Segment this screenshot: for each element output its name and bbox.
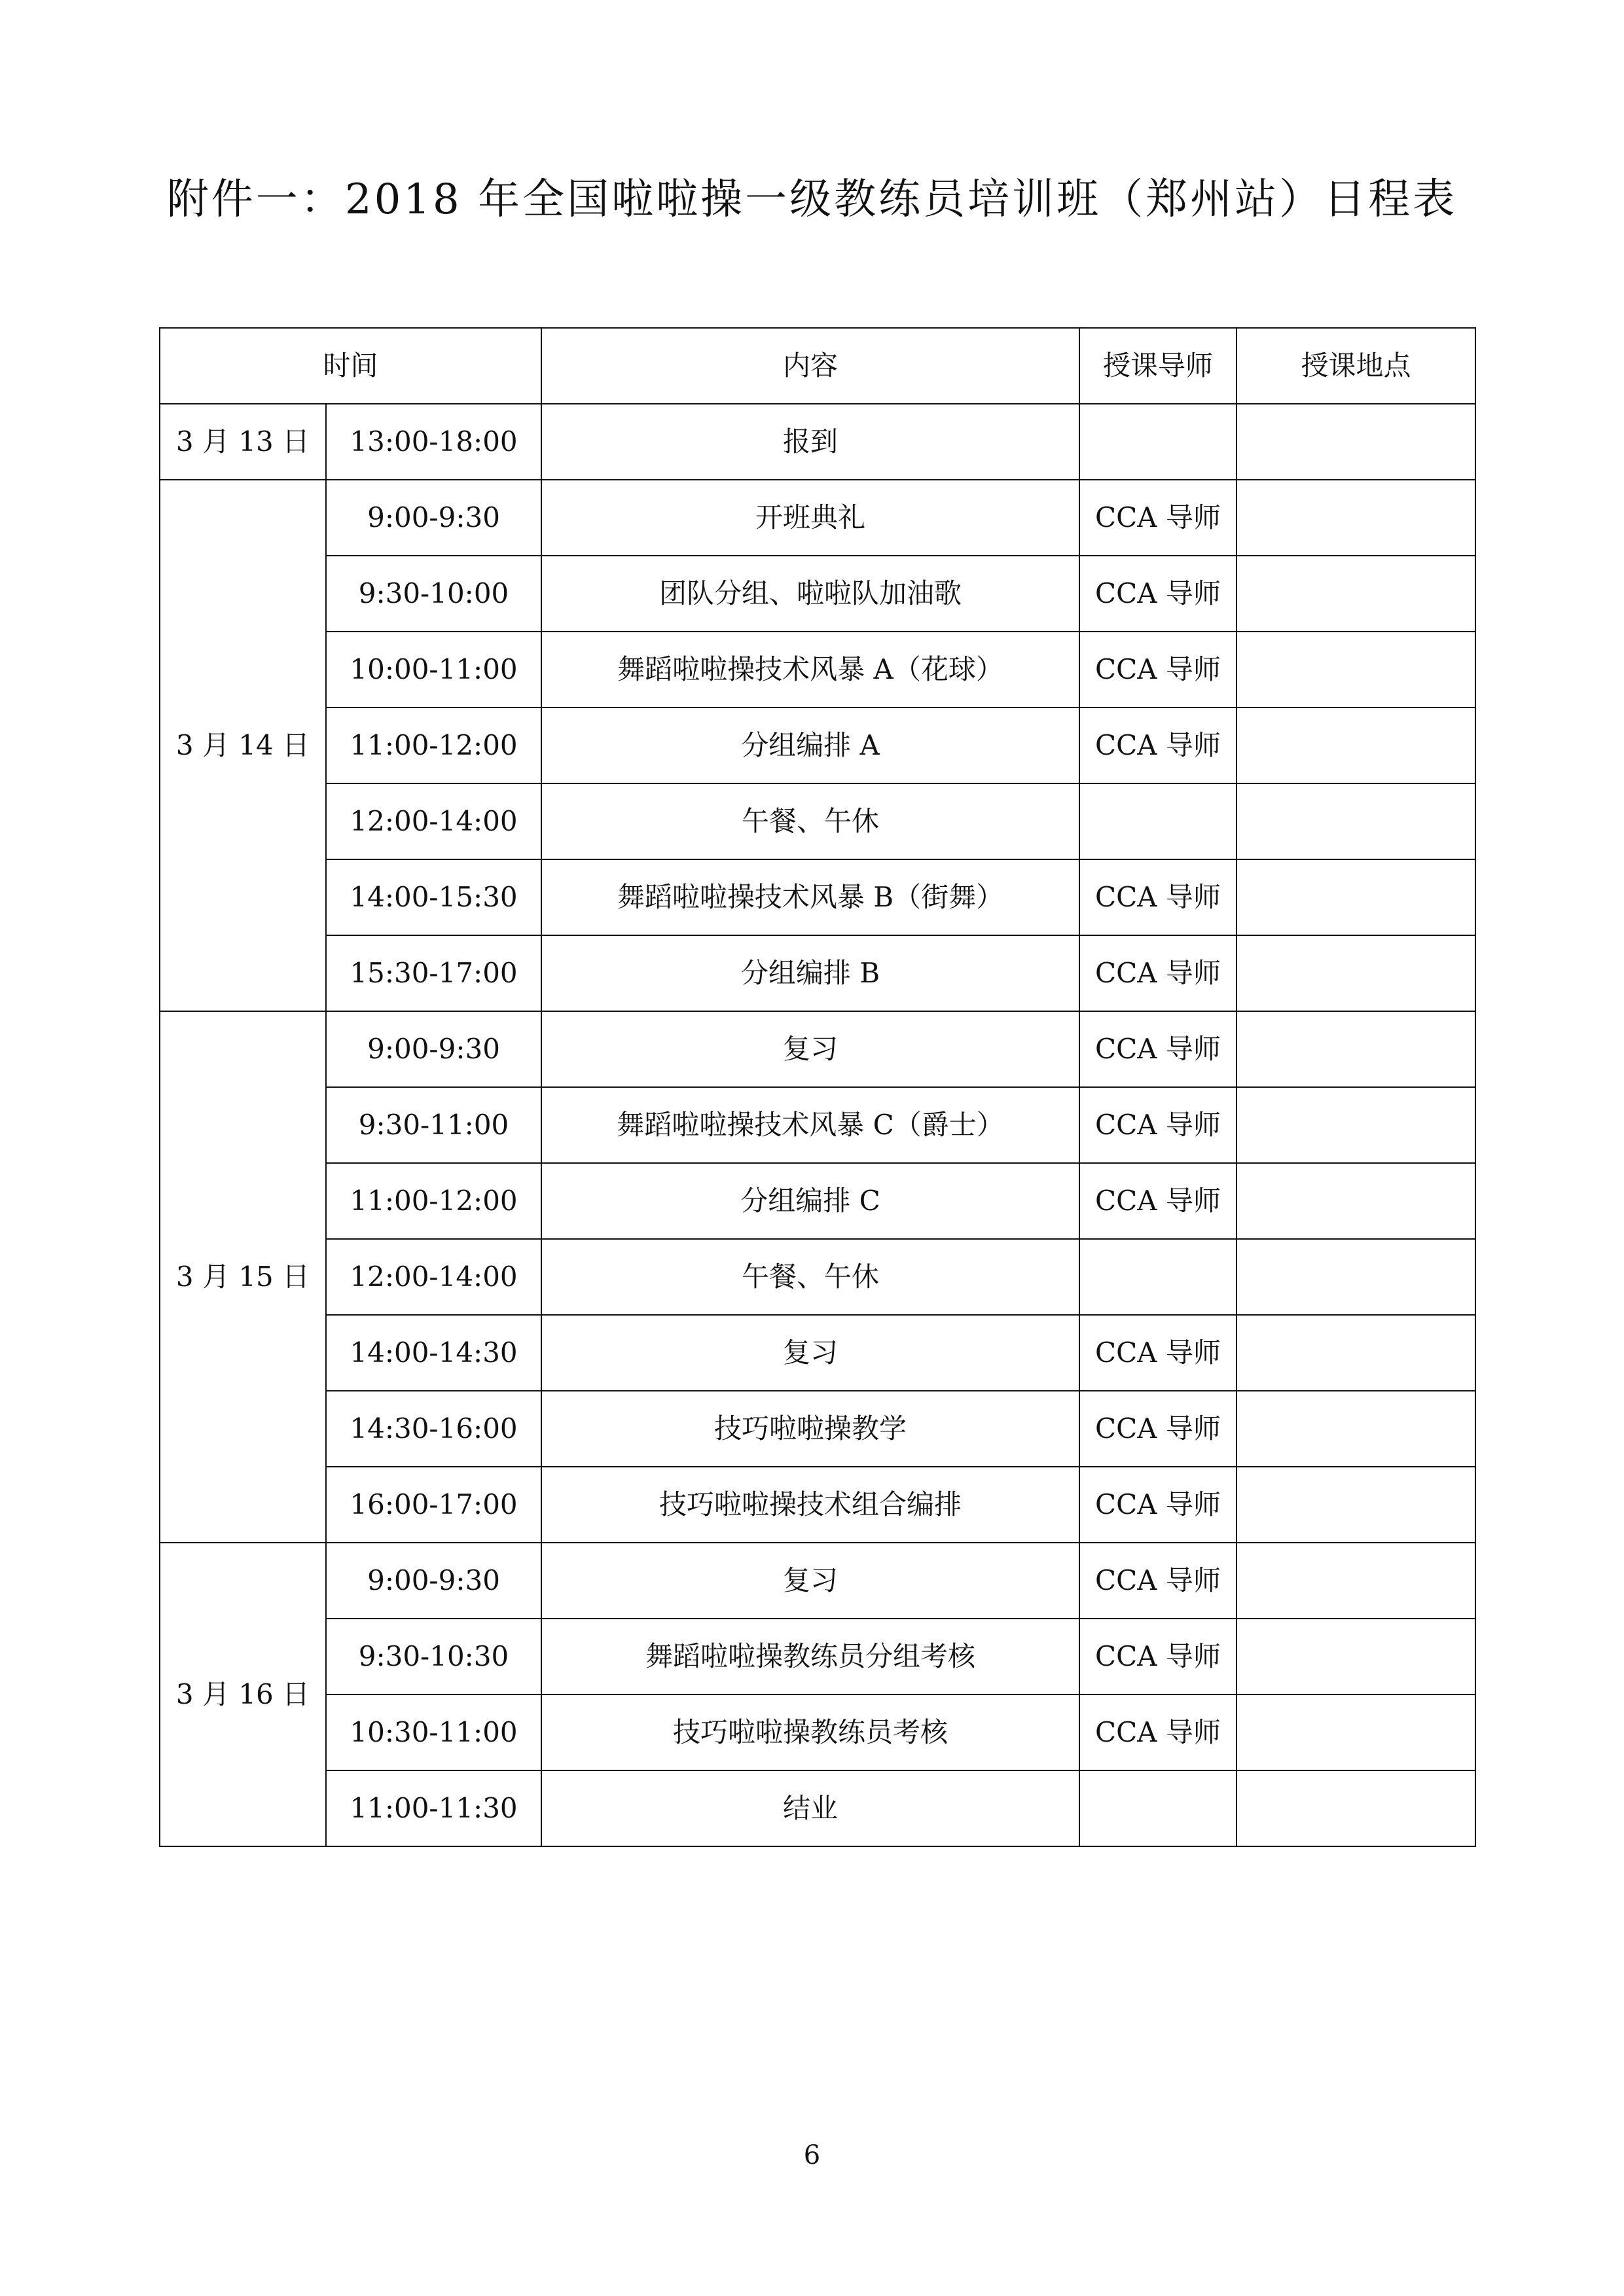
content-cell: 午餐、午休 xyxy=(541,1239,1079,1315)
instructor-cell xyxy=(1079,1770,1236,1846)
instructor-cell: CCA 导师 xyxy=(1079,1619,1236,1695)
content-cell: 舞蹈啦啦操技术风暴 B（街舞） xyxy=(541,859,1079,935)
instructor-cell: CCA 导师 xyxy=(1079,556,1236,632)
location-cell xyxy=(1236,783,1475,859)
location-cell xyxy=(1236,1315,1475,1391)
table-row xyxy=(160,480,1475,556)
date-cell: 3 月 13 日 xyxy=(160,404,326,480)
table-row xyxy=(160,935,1475,1011)
schedule-table xyxy=(159,327,1476,1847)
location-cell xyxy=(1236,480,1475,556)
time-cell: 9:00-9:30 xyxy=(326,1011,541,1087)
header-location: 授课地点 xyxy=(1236,328,1475,404)
time-cell: 11:00-12:00 xyxy=(326,1163,541,1239)
header-instructor: 授课导师 xyxy=(1079,328,1236,404)
table-header-row xyxy=(160,328,1475,404)
table-row xyxy=(160,1770,1475,1846)
content-cell: 报到 xyxy=(541,404,1079,480)
instructor-cell: CCA 导师 xyxy=(1079,1163,1236,1239)
location-cell xyxy=(1236,1770,1475,1846)
table-row xyxy=(160,1087,1475,1163)
time-cell: 14:00-14:30 xyxy=(326,1315,541,1391)
time-cell: 9:00-9:30 xyxy=(326,1543,541,1619)
time-cell: 13:00-18:00 xyxy=(326,404,541,480)
location-cell xyxy=(1236,1695,1475,1770)
location-cell xyxy=(1236,1011,1475,1087)
time-cell: 10:00-11:00 xyxy=(326,632,541,708)
location-cell xyxy=(1236,1087,1475,1163)
instructor-cell: CCA 导师 xyxy=(1079,1087,1236,1163)
location-cell xyxy=(1236,556,1475,632)
time-cell: 12:00-14:00 xyxy=(326,783,541,859)
instructor-cell: CCA 导师 xyxy=(1079,935,1236,1011)
table-row xyxy=(160,708,1475,783)
location-cell xyxy=(1236,708,1475,783)
content-cell: 舞蹈啦啦操技术风暴 A（花球） xyxy=(541,632,1079,708)
instructor-cell xyxy=(1079,783,1236,859)
content-cell: 开班典礼 xyxy=(541,480,1079,556)
content-cell: 团队分组、啦啦队加油歌 xyxy=(541,556,1079,632)
table-row xyxy=(160,632,1475,708)
date-cell: 3 月 14 日 xyxy=(160,480,326,1011)
content-cell: 分组编排 B xyxy=(541,935,1079,1011)
location-cell xyxy=(1236,935,1475,1011)
content-cell: 技巧啦啦操教练员考核 xyxy=(541,1695,1079,1770)
table-row xyxy=(160,1315,1475,1391)
instructor-cell: CCA 导师 xyxy=(1079,480,1236,556)
time-cell: 16:00-17:00 xyxy=(326,1467,541,1543)
content-cell: 技巧啦啦操技术组合编排 xyxy=(541,1467,1079,1543)
schedule-body xyxy=(160,404,1475,1846)
time-cell: 12:00-14:00 xyxy=(326,1239,541,1315)
time-cell: 14:00-15:30 xyxy=(326,859,541,935)
content-cell: 舞蹈啦啦操教练员分组考核 xyxy=(541,1619,1079,1695)
instructor-cell: CCA 导师 xyxy=(1079,1011,1236,1087)
location-cell xyxy=(1236,632,1475,708)
time-cell: 9:30-11:00 xyxy=(326,1087,541,1163)
table-row xyxy=(160,859,1475,935)
instructor-cell: CCA 导师 xyxy=(1079,1543,1236,1619)
instructor-cell xyxy=(1079,404,1236,480)
instructor-cell xyxy=(1079,1239,1236,1315)
time-cell: 9:30-10:00 xyxy=(326,556,541,632)
time-cell: 9:30-10:30 xyxy=(326,1619,541,1695)
date-cell: 3 月 16 日 xyxy=(160,1543,326,1846)
page-number: 6 xyxy=(803,2140,821,2170)
content-cell: 午餐、午休 xyxy=(541,783,1079,859)
content-cell: 复习 xyxy=(541,1315,1079,1391)
table-row xyxy=(160,1619,1475,1695)
table-row xyxy=(160,1467,1475,1543)
table-row xyxy=(160,404,1475,480)
table-row xyxy=(160,556,1475,632)
location-cell xyxy=(1236,1391,1475,1467)
time-cell: 15:30-17:00 xyxy=(326,935,541,1011)
content-cell: 分组编排 A xyxy=(541,708,1079,783)
instructor-cell: CCA 导师 xyxy=(1079,1467,1236,1543)
table-row xyxy=(160,1695,1475,1770)
location-cell xyxy=(1236,1543,1475,1619)
content-cell: 复习 xyxy=(541,1543,1079,1619)
content-cell: 分组编排 C xyxy=(541,1163,1079,1239)
time-cell: 14:30-16:00 xyxy=(326,1391,541,1467)
instructor-cell: CCA 导师 xyxy=(1079,1695,1236,1770)
content-cell: 舞蹈啦啦操技术风暴 C（爵士） xyxy=(541,1087,1079,1163)
header-time: 时间 xyxy=(160,328,541,404)
location-cell xyxy=(1236,1467,1475,1543)
table-row xyxy=(160,1163,1475,1239)
table-row xyxy=(160,1391,1475,1467)
content-cell: 复习 xyxy=(541,1011,1079,1087)
header-content: 内容 xyxy=(541,328,1079,404)
instructor-cell: CCA 导师 xyxy=(1079,1315,1236,1391)
location-cell xyxy=(1236,1239,1475,1315)
time-cell: 9:00-9:30 xyxy=(326,480,541,556)
time-cell: 11:00-11:30 xyxy=(326,1770,541,1846)
date-cell: 3 月 15 日 xyxy=(160,1011,326,1543)
instructor-cell: CCA 导师 xyxy=(1079,1391,1236,1467)
instructor-cell: CCA 导师 xyxy=(1079,632,1236,708)
instructor-cell: CCA 导师 xyxy=(1079,859,1236,935)
table-row xyxy=(160,1543,1475,1619)
instructor-cell: CCA 导师 xyxy=(1079,708,1236,783)
location-cell xyxy=(1236,859,1475,935)
location-cell xyxy=(1236,404,1475,480)
table-row xyxy=(160,1239,1475,1315)
location-cell xyxy=(1236,1619,1475,1695)
table-row xyxy=(160,1011,1475,1087)
time-cell: 10:30-11:00 xyxy=(326,1695,541,1770)
time-cell: 11:00-12:00 xyxy=(326,708,541,783)
page-title: 附件一：2018 年全国啦啦操一级教练员培训班（郑州站）日程表 xyxy=(166,175,1458,224)
table-row xyxy=(160,783,1475,859)
location-cell xyxy=(1236,1163,1475,1239)
content-cell: 结业 xyxy=(541,1770,1079,1846)
content-cell: 技巧啦啦操教学 xyxy=(541,1391,1079,1467)
